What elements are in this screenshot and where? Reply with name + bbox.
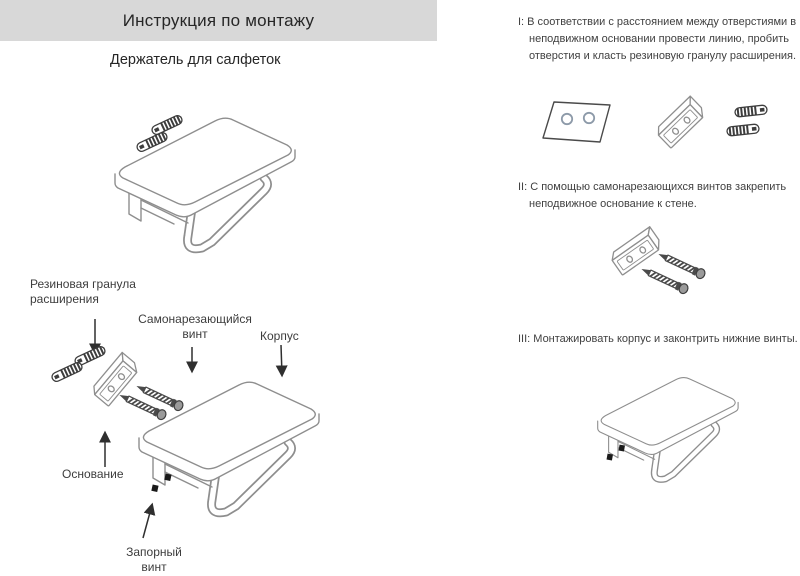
base-plate-drawing xyxy=(609,227,664,275)
main-product-drawing xyxy=(96,80,331,275)
page-title: Инструкция по монтажу xyxy=(122,10,315,30)
label-self-tapping-screw: Самонарезающийся винт xyxy=(138,312,252,342)
base-plate-drawing xyxy=(654,96,707,148)
step-2-diagram xyxy=(582,227,742,322)
locking-screw-marker xyxy=(607,454,613,461)
wall-anchor-drawing xyxy=(727,124,760,136)
step-1-diagram xyxy=(530,88,775,173)
holder-body-drawing xyxy=(115,118,295,249)
step-3-text: III: Монтажировать корпус и законтрить нижние винты. xyxy=(518,333,798,345)
title-band xyxy=(0,0,437,41)
label-base: Основание xyxy=(62,467,124,481)
step-1-text: I: В соответствии с расстоянием между отверстиями в неподвижном основании провести линию, пробить отверстия и класть резиновую гранулу расширения. xyxy=(518,16,797,63)
wall-marking-plate xyxy=(543,102,610,142)
wall-anchor-drawing xyxy=(151,114,184,136)
locking-screw-marker xyxy=(151,484,158,492)
screw-drawing xyxy=(656,249,706,279)
step-3-diagram xyxy=(578,358,763,503)
label-body: Корпус xyxy=(260,329,299,343)
product-name: Держатель для салфеток xyxy=(110,52,281,68)
arrow-locking-screw xyxy=(143,505,152,538)
screw-drawing xyxy=(639,264,689,294)
wall-anchor-drawing xyxy=(735,105,768,117)
arrow-body xyxy=(281,345,282,375)
wall-anchor-drawing xyxy=(51,361,84,383)
label-rubber-granule: Резиновая гранула расширения xyxy=(30,277,136,307)
holder-body-drawing xyxy=(598,378,738,480)
locking-screw-marker xyxy=(619,445,625,452)
step-2-text: II: С помощью самонарезающихся винтов закрепить неподвижное основание к стене. xyxy=(518,181,787,211)
label-locking-screw: Запорный винт xyxy=(126,545,182,575)
